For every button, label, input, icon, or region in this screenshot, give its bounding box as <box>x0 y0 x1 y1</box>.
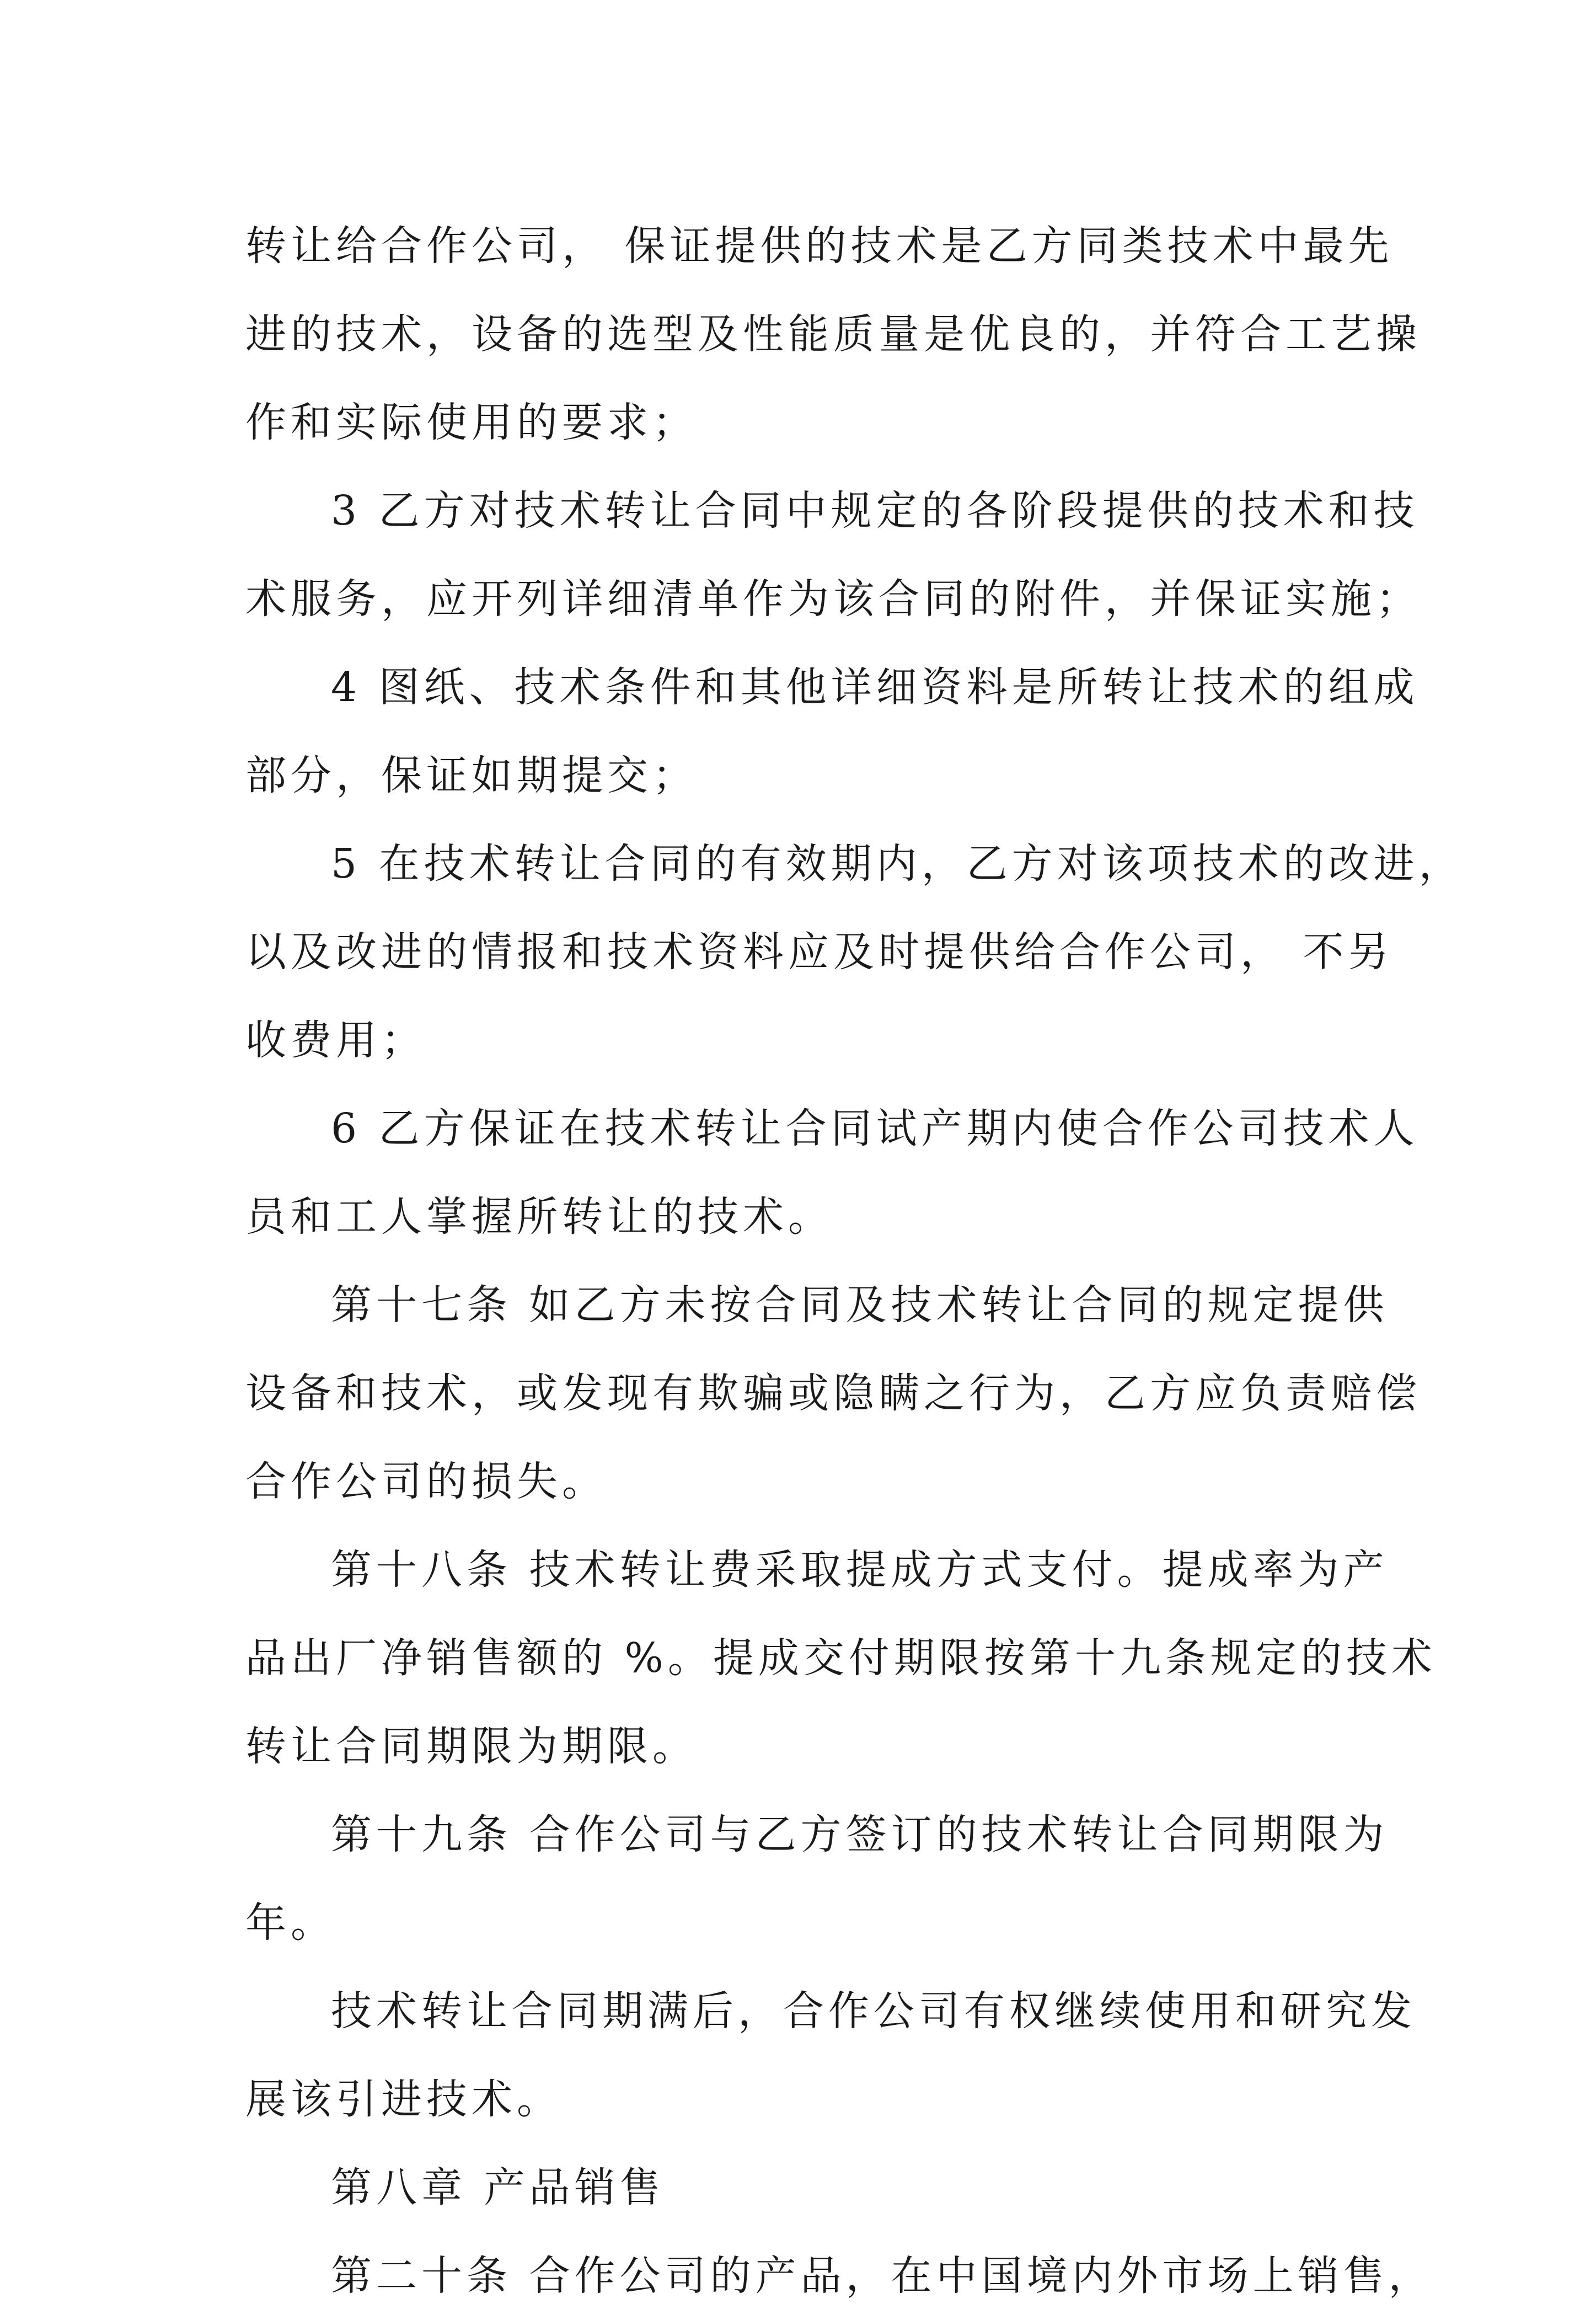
text-line: 第十九条 合作公司与乙方签订的技术转让合同期限为 <box>331 1811 1389 1858</box>
text-line: 第十七条 如乙方未按合同及技术转让合同的规定提供 <box>331 1281 1389 1329</box>
text-line: 合作公司的损失。 <box>245 1458 607 1505</box>
text-line: 部分，保证如期提交； <box>245 752 698 799</box>
text-line: 第二十条 合作公司的产品，在中国境内外市场上销售， <box>331 2252 1434 2300</box>
text-line: 术服务，应开列详细清单作为该合同的附件，并保证实施； <box>245 575 1421 623</box>
text-line: 年。 <box>245 1899 336 1947</box>
text-line: 技术转让合同期满后，合作公司有权继续使用和研究发 <box>331 1987 1416 2035</box>
text-line: 3 乙方对技术转让合同中规定的各阶段提供的技术和技 <box>331 487 1419 534</box>
text-line: 设备和技术，或发现有欺骗或隐瞒之行为，乙方应负责赔偿 <box>245 1370 1421 1417</box>
text-line: 展该引进技术。 <box>245 2076 562 2123</box>
text-line: 以及改进的情报和技术资料应及时提供给合作公司， 不另 <box>245 928 1394 976</box>
text-line: 作和实际使用的要求； <box>245 399 698 446</box>
text-line: 收费用； <box>245 1017 426 1064</box>
text-line: 品出厂净销售额的 %。提成交付期限按第十九条规定的技术 <box>245 1634 1437 1682</box>
text-line: 转让合同期限为期限。 <box>245 1723 698 1770</box>
text-line: 6 乙方保证在技术转让合同试产期内使合作公司技术人 <box>331 1105 1419 1152</box>
text-line: 进的技术，设备的选型及性能质量是优良的，并符合工艺操 <box>245 311 1421 358</box>
text-line: 5 在技术转让合同的有效期内，乙方对该项技术的改进， <box>331 840 1464 888</box>
document-body <box>245 202 1464 2320</box>
text-line: 第八章 产品销售 <box>331 2164 665 2211</box>
text-line: 4 图纸、技术条件和其他详细资料是所转让技术的组成 <box>331 664 1419 711</box>
text-line: 转让给合作公司， 保证提供的技术是乙方同类技术中最先 <box>245 222 1394 270</box>
text-line: 员和工人掌握所转让的技术。 <box>245 1193 833 1241</box>
text-line: 第十八条 技术转让费采取提成方式支付。提成率为产 <box>331 1546 1389 1594</box>
